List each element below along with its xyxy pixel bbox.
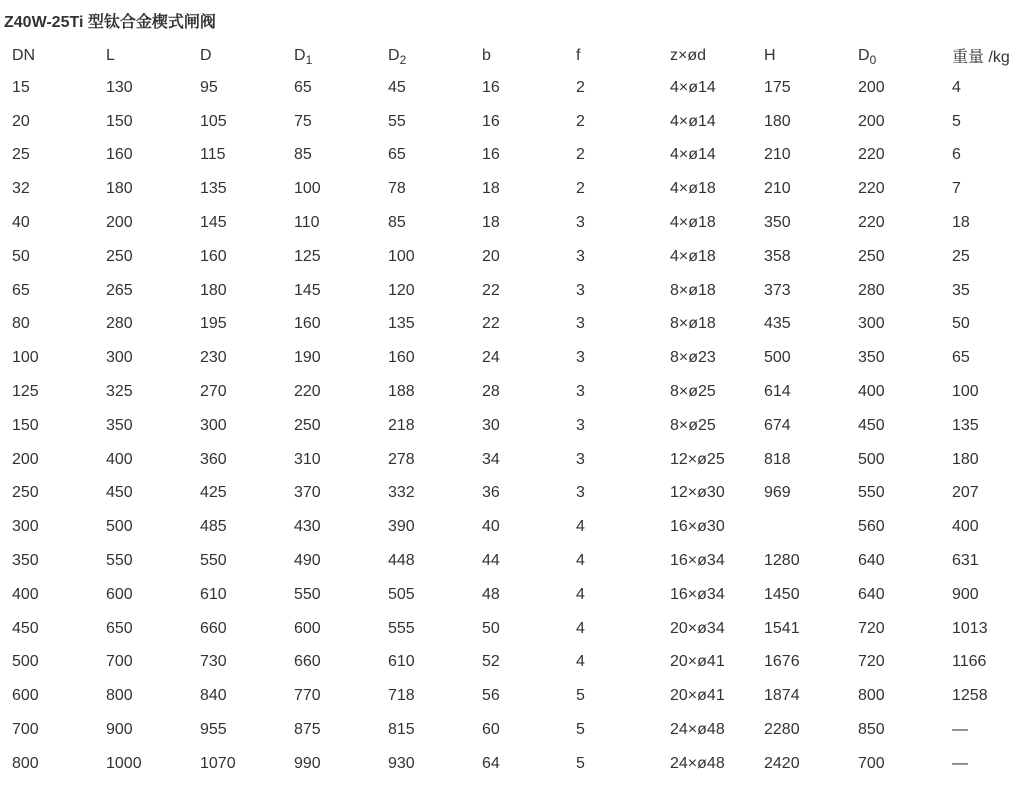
table-cell: 100 (952, 383, 979, 401)
table-cell: 50 (952, 315, 970, 333)
column-header (188, 40, 282, 71)
table-body (0, 71, 1026, 781)
column-header-label: D (388, 46, 400, 64)
table-cell: 770 (294, 687, 321, 705)
table-cell: 270 (200, 383, 227, 401)
table-cell: 450 (858, 416, 885, 434)
table-cell: 40 (482, 518, 500, 536)
column-header-label: H (764, 46, 776, 64)
table-cell: 75 (294, 112, 312, 130)
table-cell: 135 (952, 416, 979, 434)
table-cell: 600 (106, 585, 133, 603)
table-cell: 1280 (764, 552, 800, 570)
table-cell: 24×ø48 (670, 754, 725, 772)
table-cell: 8×ø18 (670, 315, 716, 333)
table-cell: 674 (764, 416, 791, 434)
table-cell: 400 (12, 585, 39, 603)
table-cell: 4×ø14 (670, 146, 716, 164)
table-cell: 955 (200, 721, 227, 739)
table-cell: 400 (858, 383, 885, 401)
table-cell: 800 (858, 687, 885, 705)
table-cell: 800 (106, 687, 133, 705)
table-cell: 300 (200, 416, 227, 434)
table-cell: 350 (106, 416, 133, 434)
table-cell: 25 (12, 146, 30, 164)
table-cell: 135 (388, 315, 415, 333)
table-cell: 7 (952, 180, 961, 198)
table-cell: 5 (952, 112, 961, 130)
table-cell: 50 (12, 247, 30, 265)
table-cell: 448 (388, 552, 415, 570)
table-cell: 36 (482, 484, 500, 502)
table-cell: 310 (294, 450, 321, 468)
table-cell: 450 (106, 484, 133, 502)
table-cell: 631 (952, 552, 979, 570)
table-cell: 450 (12, 619, 39, 637)
table-row (0, 71, 1026, 105)
table-cell: 160 (388, 349, 415, 367)
table-cell: 360 (200, 450, 227, 468)
table-cell: 80 (12, 315, 30, 333)
table-cell: 4×ø18 (670, 180, 716, 198)
table-cell: 550 (200, 552, 227, 570)
table-cell: 560 (858, 518, 885, 536)
table-cell: 640 (858, 585, 885, 603)
table-cell: 900 (952, 585, 979, 603)
table-cell: 4 (576, 518, 585, 536)
table-cell: 3 (576, 383, 585, 401)
table-cell: 815 (388, 721, 415, 739)
table-cell: 5 (576, 754, 585, 772)
table-cell: 425 (200, 484, 227, 502)
table-cell: 220 (858, 146, 885, 164)
column-header (0, 40, 94, 71)
table-cell: 3 (576, 214, 585, 232)
table-cell: 12×ø25 (670, 450, 725, 468)
table-cell: 220 (294, 383, 321, 401)
column-header (846, 40, 940, 71)
table-cell: 200 (106, 214, 133, 232)
table-cell: 16 (482, 78, 500, 96)
table-cell: 325 (106, 383, 133, 401)
table-cell: 65 (294, 78, 312, 96)
table-cell: 3 (576, 349, 585, 367)
table-cell: 640 (858, 552, 885, 570)
table-cell: 358 (764, 247, 791, 265)
column-header-subscript: 1 (305, 52, 313, 67)
table-cell: 34 (482, 450, 500, 468)
table-row (0, 139, 1026, 173)
column-header-label: D (294, 46, 306, 64)
table-cell: 55 (388, 112, 406, 130)
table-cell: 1450 (764, 585, 800, 603)
table-cell: 5 (576, 721, 585, 739)
table-row (0, 679, 1026, 713)
table-cell: 1000 (106, 754, 142, 772)
table-cell: 16×ø34 (670, 552, 725, 570)
table-cell: 45 (388, 78, 406, 96)
table-row (0, 274, 1026, 308)
column-header-subscript: 0 (869, 52, 877, 67)
table-cell: 50 (482, 619, 500, 637)
table-cell: 500 (858, 450, 885, 468)
table-cell: 160 (106, 146, 133, 164)
table-cell: 930 (388, 754, 415, 772)
table-cell: 390 (388, 518, 415, 536)
table-cell: 700 (858, 754, 885, 772)
table-cell: 969 (764, 484, 791, 502)
table-cell: 4 (576, 653, 585, 671)
column-header-label: D (200, 46, 212, 64)
table-cell: 180 (952, 450, 979, 468)
table-row (0, 646, 1026, 680)
table-cell: 840 (200, 687, 227, 705)
table-row (0, 612, 1026, 646)
column-header (564, 40, 658, 71)
table-cell: 65 (388, 146, 406, 164)
table-cell: 56 (482, 687, 500, 705)
table-cell: 614 (764, 383, 791, 401)
table-cell: 220 (858, 180, 885, 198)
table-row (0, 206, 1026, 240)
column-header-label: f (576, 46, 581, 64)
table-cell: 5 (576, 687, 585, 705)
table-row (0, 443, 1026, 477)
table-cell: 300 (12, 518, 39, 536)
table-cell: 4×ø14 (670, 78, 716, 96)
column-header (940, 40, 1026, 71)
table-cell: 105 (200, 112, 227, 130)
table-cell: 3 (576, 247, 585, 265)
table-cell: 78 (388, 180, 406, 198)
table-cell: 100 (12, 349, 39, 367)
table-cell: 1541 (764, 619, 800, 637)
table-cell: 100 (294, 180, 321, 198)
column-header (470, 40, 564, 71)
table-cell: 350 (858, 349, 885, 367)
table-cell: 188 (388, 383, 415, 401)
table-cell: 250 (858, 247, 885, 265)
table-cell: 332 (388, 484, 415, 502)
table-cell: 20×ø34 (670, 619, 725, 637)
table-cell: 35 (952, 281, 970, 299)
table-cell: 500 (106, 518, 133, 536)
table-cell: 115 (200, 146, 226, 164)
table-cell: 8×ø23 (670, 349, 716, 367)
table-cell: 485 (200, 518, 227, 536)
table-cell: 16 (482, 112, 500, 130)
table-cell: 3 (576, 484, 585, 502)
column-header (282, 40, 376, 71)
table-cell: 120 (388, 281, 415, 299)
column-header-label: 重量 /kg (952, 49, 1010, 66)
table-cell: 8×ø18 (670, 281, 716, 299)
table-cell: 1258 (952, 687, 988, 705)
table-cell: 18 (952, 214, 970, 232)
table-cell: 720 (858, 619, 885, 637)
table-cell: 280 (858, 281, 885, 299)
table-cell: 52 (482, 653, 500, 671)
table-cell: 550 (294, 585, 321, 603)
table-cell: 150 (106, 112, 133, 130)
table-cell: 400 (106, 450, 133, 468)
table-cell: 6 (952, 146, 961, 164)
table-cell: 125 (294, 247, 321, 265)
table-cell: 175 (764, 78, 791, 96)
table-cell: 20×ø41 (670, 687, 725, 705)
table-cell: 1874 (764, 687, 800, 705)
table-cell: 1676 (764, 653, 800, 671)
page-title: Z40W-25Ti 型钛合金楔式闸阀 (4, 14, 216, 31)
column-header-label: z×ød (670, 46, 707, 64)
table-cell: 3 (576, 450, 585, 468)
table-cell: 2420 (764, 754, 800, 772)
table-cell: 300 (858, 315, 885, 333)
table-cell: 150 (12, 416, 39, 434)
table-cell: 180 (764, 112, 791, 130)
table-cell: 95 (200, 78, 218, 96)
table-cell: 600 (12, 687, 39, 705)
table-row (0, 240, 1026, 274)
table-cell: 4×ø14 (670, 112, 716, 130)
table-row (0, 578, 1026, 612)
table-cell: 160 (200, 247, 227, 265)
table-cell: 875 (294, 721, 321, 739)
table-cell: 22 (482, 315, 500, 333)
table-cell: 32 (12, 180, 30, 198)
table-cell: 65 (12, 281, 30, 299)
table-cell: 48 (482, 585, 500, 603)
table-cell: 2 (576, 180, 585, 198)
table-row (0, 409, 1026, 443)
table-cell: 20×ø41 (670, 653, 725, 671)
column-header-subscript: 2 (399, 52, 407, 67)
table-cell: 25 (952, 247, 970, 265)
table-cell: 660 (200, 619, 227, 637)
table-cell: 435 (764, 315, 791, 333)
table-cell: 2 (576, 112, 585, 130)
table-cell: 4×ø18 (670, 247, 716, 265)
table-cell: 4 (576, 585, 585, 603)
table-cell: 350 (12, 552, 39, 570)
table-row (0, 341, 1026, 375)
spec-table (0, 40, 1026, 781)
table-cell: 230 (200, 349, 227, 367)
table-cell: 160 (294, 315, 321, 333)
table-cell: 85 (388, 214, 406, 232)
table-cell: 207 (952, 484, 979, 502)
column-header (752, 40, 846, 71)
table-cell: — (952, 721, 968, 739)
table-cell: 610 (200, 585, 227, 603)
table-cell: 22 (482, 281, 500, 299)
table-row (0, 510, 1026, 544)
table-cell: 24 (482, 349, 500, 367)
table-cell: 3 (576, 416, 585, 434)
table-cell: 2 (576, 146, 585, 164)
table-cell: 730 (200, 653, 227, 671)
table-cell: 700 (106, 653, 133, 671)
table-cell: 550 (858, 484, 885, 502)
table-cell: 30 (482, 416, 500, 434)
table-cell: 818 (764, 450, 791, 468)
table-cell: 190 (294, 349, 321, 367)
table-cell: 400 (952, 518, 979, 536)
column-header-label: D (858, 46, 870, 64)
table-cell: 250 (294, 416, 321, 434)
table-cell: 110 (294, 214, 320, 232)
table-cell: 490 (294, 552, 321, 570)
table-cell: 2 (576, 78, 585, 96)
table-cell: 1070 (200, 754, 236, 772)
column-header (376, 40, 470, 71)
table-cell: 280 (106, 315, 133, 333)
table-cell: 505 (388, 585, 415, 603)
table-cell: 16×ø30 (670, 518, 725, 536)
table-cell: 18 (482, 180, 500, 198)
table-cell: 4×ø18 (670, 214, 716, 232)
table-row (0, 308, 1026, 342)
table-cell: 265 (106, 281, 133, 299)
table-cell: 4 (576, 552, 585, 570)
table-cell: 278 (388, 450, 415, 468)
table-cell: 720 (858, 653, 885, 671)
table-cell: 850 (858, 721, 885, 739)
table-cell: 555 (388, 619, 415, 637)
table-cell: 1166 (952, 653, 987, 671)
table-cell: 16 (482, 146, 500, 164)
column-header (658, 40, 752, 71)
table-cell: 125 (12, 383, 39, 401)
table-cell: 800 (12, 754, 39, 772)
table-cell: 15 (12, 78, 30, 96)
table-cell: 500 (764, 349, 791, 367)
table-row (0, 713, 1026, 747)
table-cell: 18 (482, 214, 500, 232)
header-row (0, 40, 1026, 71)
table-cell: 12×ø30 (670, 484, 725, 502)
table-cell: 200 (12, 450, 39, 468)
table-cell: 195 (200, 315, 227, 333)
table-cell: 990 (294, 754, 321, 772)
table-row (0, 375, 1026, 409)
table-cell: 8×ø25 (670, 416, 716, 434)
table-cell: 600 (294, 619, 321, 637)
table-cell: 3 (576, 281, 585, 299)
table-cell: 550 (106, 552, 133, 570)
table-cell: 650 (106, 619, 133, 637)
table-cell: 20 (12, 112, 30, 130)
table-cell: 145 (294, 281, 321, 299)
table-cell: 210 (764, 146, 791, 164)
table-cell: 218 (388, 416, 415, 434)
table-cell: 44 (482, 552, 500, 570)
table-cell: 210 (764, 180, 791, 198)
table-cell: 373 (764, 281, 791, 299)
table-cell: 430 (294, 518, 321, 536)
table-cell: 180 (106, 180, 133, 198)
column-header (94, 40, 188, 71)
table-cell: 200 (858, 78, 885, 96)
table-cell: 350 (764, 214, 791, 232)
table-row (0, 747, 1026, 781)
table-cell: 300 (106, 349, 133, 367)
column-header-label: DN (12, 46, 36, 64)
table-cell: 100 (388, 247, 415, 265)
table-cell: 64 (482, 754, 500, 772)
table-cell: 250 (106, 247, 133, 265)
table-row (0, 544, 1026, 578)
table-cell: 130 (106, 78, 133, 96)
column-header-label: L (106, 46, 115, 64)
table-cell: 135 (200, 180, 227, 198)
table-cell: 2280 (764, 721, 800, 739)
table-cell: 200 (858, 112, 885, 130)
table-cell: 4 (576, 619, 585, 637)
table-cell: 900 (106, 721, 133, 739)
table-cell: 718 (388, 687, 415, 705)
table-cell: — (952, 754, 968, 772)
table-cell: 180 (200, 281, 227, 299)
table-row (0, 105, 1026, 139)
table-cell: 145 (200, 214, 227, 232)
table-row (0, 477, 1026, 511)
table-cell: 4 (952, 78, 961, 96)
table-cell: 220 (858, 214, 885, 232)
table-cell: 700 (12, 721, 39, 739)
table-cell: 16×ø34 (670, 585, 725, 603)
table-cell: 40 (12, 214, 30, 232)
table-cell: 1013 (952, 619, 988, 637)
table-cell: 28 (482, 383, 500, 401)
table-cell: 610 (388, 653, 415, 671)
table-cell: 60 (482, 721, 500, 739)
column-header-label: b (482, 46, 491, 64)
table-cell: 20 (482, 247, 500, 265)
table-cell: 85 (294, 146, 312, 164)
table-cell: 370 (294, 484, 321, 502)
table-cell: 24×ø48 (670, 721, 725, 739)
table-cell: 8×ø25 (670, 383, 716, 401)
table-cell: 250 (12, 484, 39, 502)
table-cell: 500 (12, 653, 39, 671)
table-row (0, 172, 1026, 206)
table-cell (752, 510, 846, 544)
table-cell: 3 (576, 315, 585, 333)
table-cell: 660 (294, 653, 321, 671)
table-cell: 65 (952, 349, 970, 367)
